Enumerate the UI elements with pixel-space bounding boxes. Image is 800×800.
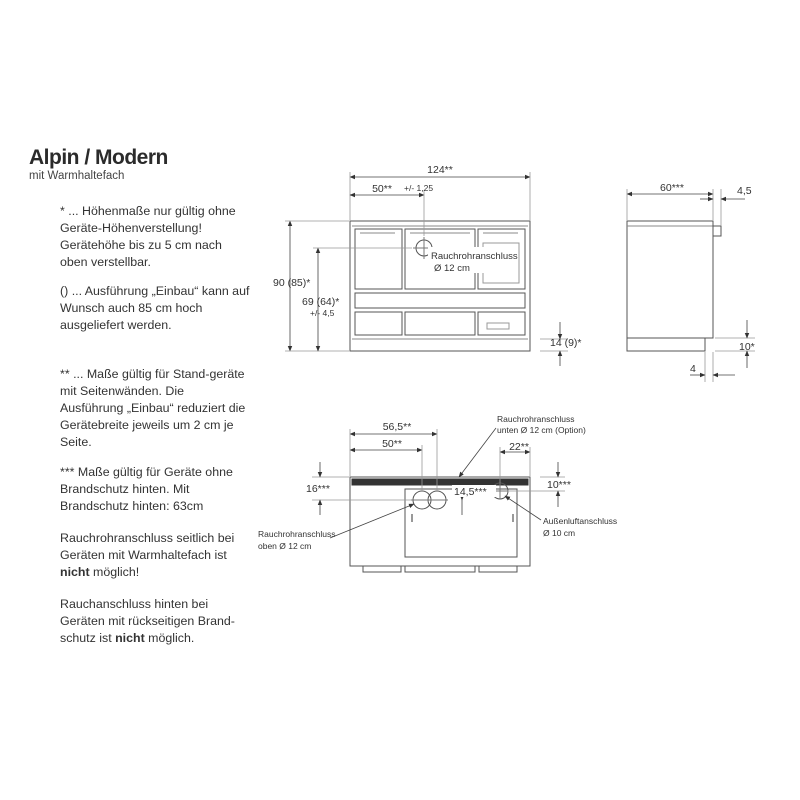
note-rear-flue-bold: nicht: [115, 631, 145, 645]
top-view: [350, 477, 530, 572]
dim-foot-height: 14 (9)*: [550, 337, 582, 349]
note-einbau: () ... Ausführung „Einbau“ kann auf Wunsch auch 85 cm hoch ausgeliefert werden.: [60, 284, 250, 332]
dim-flue-offset: 50**: [372, 183, 392, 195]
label-top-flue: Rauchrohranschluss: [258, 529, 336, 539]
top-body: [350, 477, 530, 566]
label-rear-flue-sub: unten Ø 12 cm (Option): [497, 425, 586, 435]
label-top-flue-sub: oben Ø 12 cm: [258, 541, 312, 551]
side-body: [627, 221, 713, 338]
label-flue: Rauchrohranschluss: [431, 251, 518, 262]
dim-side-foot: 10*: [739, 341, 755, 353]
note-side-flue-end: möglich!: [89, 565, 140, 579]
label-rear-flue: Rauchrohranschluss: [497, 414, 575, 424]
label-air-inlet: Außenluftanschluss: [543, 516, 618, 526]
dim-width: 124**: [427, 164, 453, 176]
note-side-flue-bold: nicht: [60, 565, 90, 579]
note-side-flue-text: Rauchrohranschluss seitlich bei Geräten mit Warmhaltefach ist: [60, 531, 235, 562]
note-depth: *** Maße gültig für Geräte ohne Brandschutz hinten. Mit Brandschutz hinten: 63cm: [60, 465, 233, 513]
label-flue-diameter: Ø 12 cm: [434, 263, 470, 274]
front-lower-middle: [405, 312, 475, 335]
note-height: * ... Höhenmaße nur gültig ohne Geräte-Höhenverstellung! Gerätehöhe bis zu 5 cm nach oben verstellbar.: [60, 204, 236, 269]
note-rear-flue-end: möglich.: [144, 631, 195, 645]
dim-top-22: 22**: [509, 441, 529, 453]
front-lower-left: [355, 312, 402, 335]
front-ash-drawer: [355, 293, 525, 308]
label-air-inlet-sub: Ø 10 cm: [543, 528, 576, 538]
dim-height-top: 69 (64)*: [302, 296, 340, 308]
side-plinth: [627, 338, 705, 351]
dim-height-total: 90 (85)*: [273, 277, 311, 289]
front-left-door: [355, 229, 402, 289]
note-width: ** ... Maße gültig für Stand-geräte mit Seitenwänden. Die Ausführung „Einbau“ reduziert die Gerätebreite jeweils um 2 cm je Seite.: [60, 367, 246, 449]
dim-top-56: 56,5**: [382, 421, 412, 433]
side-view: [627, 221, 721, 351]
page-title: Alpin / Modern: [29, 146, 168, 169]
page-subtitle: mit Warmhaltefach: [29, 170, 125, 182]
dim-depth: 60***: [660, 182, 684, 194]
top-foot-right: [479, 566, 517, 572]
side-handle: [713, 226, 721, 236]
top-foot-middle: [405, 566, 475, 572]
dim-side-top-offset: 4,5: [737, 185, 752, 197]
dim-flue-tolerance: +/- 1,25: [404, 183, 434, 193]
front-body: [350, 221, 530, 351]
dim-top-14: 14,5***: [454, 486, 487, 498]
top-foot-left: [363, 566, 401, 572]
dim-top-10: 10***: [547, 479, 571, 491]
dim-top-16: 16***: [306, 483, 330, 495]
dim-top-50: 50**: [382, 438, 402, 450]
dim-side-foot-offset: 4: [690, 363, 696, 375]
note-rear-flue-text: Rauchanschluss hinten bei Geräten mit rückseitigen Brand-schutz ist: [60, 597, 235, 645]
dim-height-tolerance: +/- 4,5: [310, 308, 335, 318]
top-rear-edge: [352, 479, 528, 485]
front-view: [350, 221, 530, 351]
